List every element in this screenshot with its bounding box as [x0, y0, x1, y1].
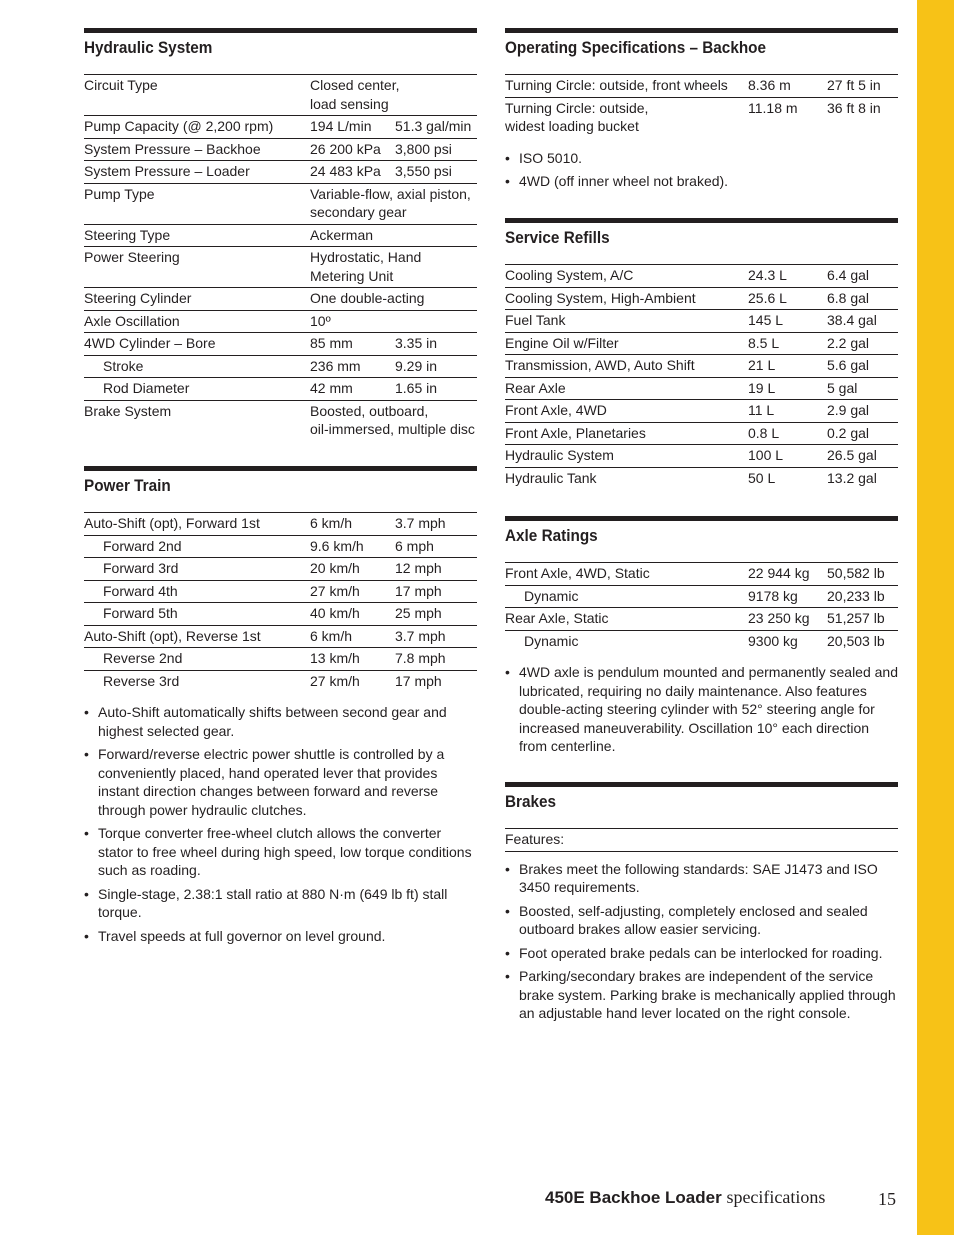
table-row — [84, 184, 477, 225]
bullet-dot-icon: • — [84, 825, 89, 841]
bullet-dot-icon: • — [505, 968, 510, 984]
table-row — [84, 356, 477, 379]
brakes-notes — [505, 860, 898, 1023]
table-row — [84, 558, 477, 581]
operating-notes — [505, 149, 898, 191]
bullet-text: Boosted, self-adjusting, completely enclosed and sealed outboard brakes allow easier servicing. — [519, 902, 868, 937]
row-us-value: 3.35 in — [395, 335, 438, 351]
section-rule — [84, 466, 477, 471]
axle-ratings-section — [505, 516, 898, 761]
row-metric-value: Closed center, load sensing — [310, 77, 400, 112]
page-number: 15 — [878, 1189, 896, 1209]
row-label: Forward 3rd — [103, 560, 179, 576]
bullet-dot-icon: • — [84, 885, 89, 902]
row-us-value: 3.7 mph — [395, 627, 446, 644]
table-row — [84, 311, 477, 334]
table-row — [505, 310, 898, 333]
table-row — [84, 288, 477, 311]
footer-title — [545, 1187, 825, 1208]
bullet-text: Parking/secondary brakes are independent of the service brake system. Parking brake is mechanically applied through an adjustable hand lever located on the right console. — [519, 968, 896, 1021]
row-metric-value: 236 mm — [310, 357, 361, 374]
row-us-value: 5 gal — [827, 379, 858, 396]
row-label: Auto-Shift (opt), Forward 1st — [84, 515, 260, 531]
table-row — [84, 116, 477, 139]
hydraulic-section — [84, 28, 477, 441]
row-label: 4WD Cylinder – Bore — [84, 335, 216, 351]
row-label: Hydraulic Tank — [505, 469, 597, 486]
row-label: Circuit Type — [84, 77, 158, 93]
bullet-item — [505, 663, 898, 756]
table-row — [84, 513, 477, 536]
row-label: Forward 4th — [103, 582, 178, 599]
row-metric-value: 20 km/h — [310, 560, 360, 576]
hydraulic-table — [84, 74, 477, 441]
row-metric-value: 23 250 kg — [748, 610, 810, 626]
row-us-value: 6.4 gal — [827, 267, 870, 283]
bullet-item — [505, 149, 898, 168]
row-label: Axle Oscillation — [84, 312, 180, 329]
row-us-value: 2.2 gal — [827, 334, 870, 351]
row-label: Turning Circle: outside, widest loading bucket — [505, 99, 649, 134]
table-row — [84, 161, 477, 184]
row-us-value: 5.6 gal — [827, 357, 870, 373]
table-row — [84, 75, 477, 116]
row-us-value: 13.2 gal — [827, 469, 877, 486]
section-rule — [84, 28, 477, 33]
row-label: Brake System — [84, 402, 172, 419]
row-us-value: 26.5 gal — [827, 447, 877, 463]
row-us-value: 9.29 in — [395, 357, 438, 374]
table-row — [84, 401, 477, 441]
bullet-dot-icon: • — [505, 944, 510, 961]
row-metric-value: 27 km/h — [310, 582, 360, 599]
table-row — [505, 265, 898, 288]
row-label: Rear Axle, Static — [505, 610, 609, 626]
row-label: Forward 5th — [103, 605, 178, 621]
section-rule — [505, 28, 898, 33]
service-refills-table — [505, 264, 898, 489]
row-metric-value: 26 200 kPa — [310, 140, 381, 157]
section-title: Service Refills — [505, 228, 610, 247]
row-us-value: 20,233 lb — [827, 587, 885, 604]
power-train-section — [84, 466, 477, 950]
section-rule — [505, 782, 898, 787]
bullet-dot-icon: • — [505, 149, 510, 166]
row-metric-value: Boosted, outboard, oil-immersed, multiple disc — [310, 402, 475, 437]
row-label: Steering Cylinder — [84, 290, 192, 306]
operating-section — [505, 28, 898, 196]
power-train-table — [84, 512, 477, 692]
bullet-item — [505, 172, 898, 191]
table-row — [84, 333, 477, 356]
row-metric-value: 194 L/min — [310, 118, 372, 134]
bullet-item — [505, 902, 898, 939]
row-label: Front Axle, 4WD — [505, 402, 607, 418]
bullet-dot-icon: • — [505, 173, 510, 189]
row-us-value: 1.65 in — [395, 380, 438, 396]
row-metric-value: 10º — [310, 312, 331, 329]
section-rule — [505, 218, 898, 223]
row-label: System Pressure – Backhoe — [84, 140, 261, 157]
bullet-dot-icon: • — [505, 902, 510, 919]
table-row — [505, 355, 898, 378]
table-row — [84, 536, 477, 559]
operating-table — [505, 74, 898, 138]
row-us-value: 3,800 psi — [395, 140, 452, 157]
row-metric-value: 40 km/h — [310, 605, 360, 621]
table-row — [505, 378, 898, 401]
row-us-value: 25 mph — [395, 605, 442, 621]
bullet-dot-icon: • — [84, 704, 89, 720]
row-label: Forward 2nd — [103, 537, 182, 554]
power-train-notes — [84, 703, 477, 945]
row-label: System Pressure – Loader — [84, 163, 250, 179]
row-metric-value: 8.5 L — [748, 334, 780, 351]
table-row — [84, 671, 477, 693]
row-label: Pump Type — [84, 185, 155, 202]
row-metric-value: 25.6 L — [748, 289, 787, 306]
row-label: Hydraulic System — [505, 447, 614, 463]
row-us-value: 38.4 gal — [827, 312, 877, 328]
table-row — [505, 288, 898, 311]
table-row — [84, 139, 477, 162]
table-row — [505, 563, 898, 586]
row-metric-value: 100 L — [748, 447, 784, 463]
table-row — [84, 648, 477, 671]
table-row — [84, 603, 477, 626]
row-label: Rear Axle — [505, 379, 566, 396]
row-label: Stroke — [103, 357, 144, 374]
row-us-value: 17 mph — [395, 672, 442, 689]
row-metric-value: 145 L — [748, 312, 784, 328]
footer-suffix: specifications — [726, 1187, 826, 1207]
brakes-section — [505, 782, 898, 1028]
table-row — [505, 333, 898, 356]
bullet-text: ISO 5010. — [519, 149, 583, 166]
row-metric-value: 9.6 km/h — [310, 537, 364, 554]
row-label: Reverse 2nd — [103, 650, 183, 666]
row-label: Cooling System, A/C — [505, 267, 634, 283]
row-us-value: 7.8 mph — [395, 650, 446, 666]
row-us-value: 20,503 lb — [827, 632, 885, 649]
bullet-item — [505, 944, 898, 963]
row-metric-value: 11.18 m — [748, 99, 798, 116]
bullet-dot-icon: • — [84, 927, 89, 944]
row-metric-value: 42 mm — [310, 380, 353, 396]
row-metric-value: 22 944 kg — [748, 565, 810, 581]
bullet-item — [84, 703, 477, 740]
row-label: Fuel Tank — [505, 312, 566, 328]
section-title: Hydraulic System — [84, 38, 213, 57]
row-metric-value: 50 L — [748, 469, 776, 486]
bullet-text: Auto-Shift automatically shifts between second gear and highest selected gear. — [98, 704, 447, 739]
table-row — [505, 608, 898, 631]
row-label: Reverse 3rd — [103, 672, 180, 689]
bullet-text: 4WD (off inner wheel not braked). — [519, 173, 729, 189]
row-us-value: 36 ft 8 in — [827, 99, 881, 116]
row-metric-value: Hydrostatic, Hand Metering Unit — [310, 249, 422, 284]
bullet-text: Foot operated brake pedals can be interlocked for roading. — [519, 944, 883, 961]
row-metric-value: 8.36 m — [748, 77, 791, 93]
row-us-value: 6.8 gal — [827, 289, 870, 306]
row-us-value: 3.7 mph — [395, 515, 446, 531]
row-metric-value: 19 L — [748, 379, 776, 396]
table-row — [505, 400, 898, 423]
bullet-item — [84, 885, 477, 922]
features-label: Features: — [505, 828, 898, 852]
row-metric-value: 27 km/h — [310, 672, 360, 689]
row-metric-value: 24 483 kPa — [310, 163, 381, 179]
table-row — [505, 631, 898, 653]
row-metric-value: 9300 kg — [748, 632, 798, 649]
table-row — [505, 586, 898, 609]
row-label: Turning Circle: outside, front wheels — [505, 77, 728, 93]
row-us-value: 3,550 psi — [395, 163, 452, 179]
row-us-value: 51.3 gal/min — [395, 118, 472, 134]
row-us-value: 17 mph — [395, 582, 442, 599]
row-metric-value: 21 L — [748, 357, 776, 373]
row-us-value: 50,582 lb — [827, 565, 885, 581]
table-row — [84, 626, 477, 649]
row-us-value: 51,257 lb — [827, 610, 885, 626]
bullet-item — [84, 824, 477, 880]
axle-notes — [505, 663, 898, 756]
service-refills-section — [505, 218, 898, 489]
table-row — [84, 247, 477, 288]
row-label: Front Axle, 4WD, Static — [505, 565, 650, 581]
bullet-text: 4WD axle is pendulum mounted and permanently sealed and lubricated, requiring no daily maintenance. Also features double-acting steering cylinder with 52° steering angle for increased maneuverability. Oscillation 10° each direction from centerline. — [519, 664, 899, 754]
row-us-value: 27 ft 5 in — [827, 77, 881, 93]
table-row — [84, 581, 477, 604]
bullet-text: Single-stage, 2.38:1 stall ratio at 880 N·m (649 lb ft) stall torque. — [98, 885, 448, 920]
table-row — [505, 98, 898, 138]
row-metric-value: 9178 kg — [748, 587, 798, 604]
yellow-edge-bar — [917, 0, 954, 1235]
footer-model: 450E Backhoe Loader — [545, 1188, 722, 1207]
row-label: Front Axle, Planetaries — [505, 424, 646, 441]
row-label: Steering Type — [84, 226, 171, 243]
row-metric-value: 24.3 L — [748, 267, 787, 283]
bullet-item — [84, 745, 477, 819]
row-us-value: 0.2 gal — [827, 424, 870, 441]
row-metric-value: 6 km/h — [310, 515, 353, 531]
row-metric-value: Variable-flow, axial piston, secondary gear — [310, 185, 471, 220]
row-metric-value: 6 km/h — [310, 627, 353, 644]
row-us-value: 6 mph — [395, 537, 434, 554]
table-row — [84, 378, 477, 401]
row-us-value: 12 mph — [395, 560, 442, 576]
bullet-dot-icon: • — [84, 746, 89, 762]
section-title: Operating Specifications – Backhoe — [505, 38, 767, 57]
row-label: Power Steering — [84, 249, 180, 265]
row-metric-value: 85 mm — [310, 335, 353, 351]
table-row — [84, 225, 477, 248]
section-title: Power Train — [84, 476, 171, 495]
row-label: Cooling System, High-Ambient — [505, 289, 696, 306]
row-label: Engine Oil w/Filter — [505, 334, 619, 351]
axle-ratings-table — [505, 562, 898, 652]
section-rule — [505, 516, 898, 521]
row-label: Pump Capacity (@ 2,200 rpm) — [84, 118, 274, 134]
row-label: Rod Diameter — [103, 380, 190, 396]
section-title: Brakes — [505, 792, 557, 811]
row-label: Dynamic — [524, 587, 579, 604]
row-metric-value: One double-acting — [310, 290, 425, 306]
row-metric-value: 0.8 L — [748, 424, 780, 441]
bullet-dot-icon: • — [505, 664, 510, 680]
row-label: Transmission, AWD, Auto Shift — [505, 357, 695, 373]
row-metric-value: 11 L — [748, 402, 775, 418]
table-row — [505, 468, 898, 490]
bullet-text: Brakes meet the following standards: SAE J1473 and ISO 3450 requirements. — [519, 860, 878, 895]
bullet-text: Torque converter free-wheel clutch allows the converter stator to free wheel during high speed, low torque conditions such as roading. — [98, 825, 472, 878]
bullet-dot-icon: • — [505, 860, 510, 877]
table-row — [505, 423, 898, 446]
table-row — [505, 75, 898, 98]
bullet-text: Forward/reverse electric power shuttle is controlled by a conveniently placed, hand operated lever that provides instant direction changes between forward and reverse through power hydraulic clutches. — [98, 746, 445, 818]
section-title: Axle Ratings — [505, 526, 598, 545]
bullet-text: Travel speeds at full governor on level ground. — [98, 927, 386, 944]
row-metric-value: 13 km/h — [310, 650, 360, 666]
row-label: Auto-Shift (opt), Reverse 1st — [84, 627, 261, 644]
table-row — [505, 445, 898, 468]
row-label: Dynamic — [524, 632, 579, 649]
bullet-item — [505, 860, 898, 897]
row-us-value: 2.9 gal — [827, 402, 870, 418]
row-metric-value: Ackerman — [310, 226, 374, 243]
bullet-item — [84, 927, 477, 946]
bullet-item — [505, 967, 898, 1023]
